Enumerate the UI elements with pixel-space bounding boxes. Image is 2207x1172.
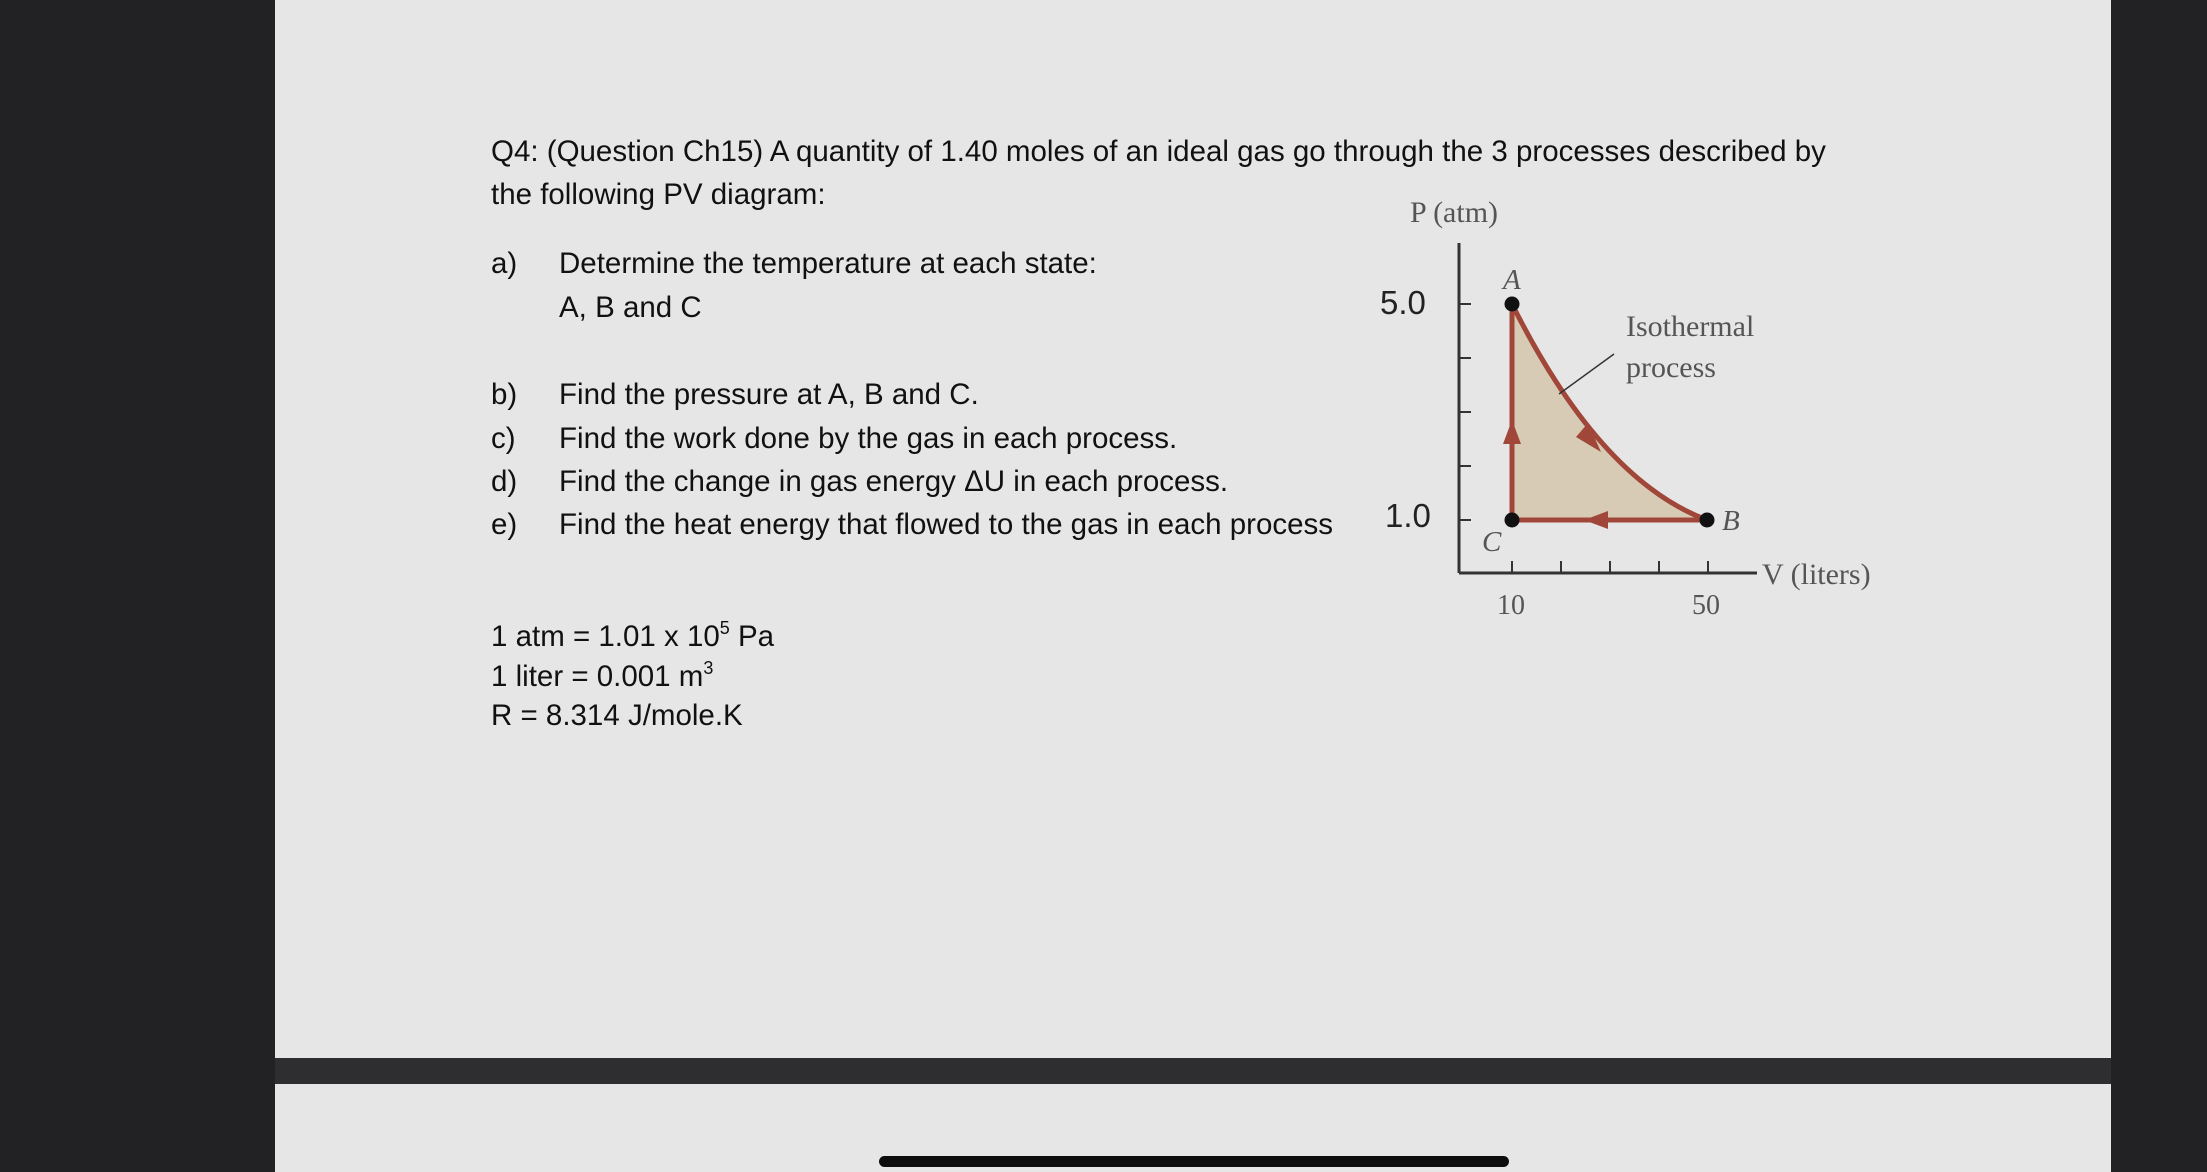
slide-divider — [275, 1058, 2111, 1084]
part-c-label: c) — [491, 422, 516, 455]
part-e-label: e) — [491, 508, 518, 541]
p-axis-label: P (atm) — [1410, 196, 1499, 229]
part-b-label: b) — [491, 378, 518, 411]
point-c-marker — [1505, 513, 1520, 528]
constant-atm-base: 1 atm = 1.01 x 10 — [491, 619, 720, 653]
part-a-text: Determine the temperature at each state: — [559, 247, 1097, 280]
isothermal-leader-line — [1559, 354, 1614, 394]
constant-atm-exponent: 5 — [719, 618, 730, 638]
constant-atm — [491, 620, 774, 651]
part-e-text: Find the heat energy that flowed to the gas in each process — [559, 508, 1334, 541]
question-line-1: Q4: (Question Ch15) A quantity of 1.40 moles of an ideal gas go through the 3 processes described by — [491, 135, 1826, 168]
question-line-2: the following PV diagram: — [491, 178, 826, 211]
part-c-text: Find the work done by the gas in each process. — [559, 422, 1178, 455]
point-b-marker — [1700, 513, 1715, 528]
v-axis-label: V (liters) — [1762, 558, 1871, 591]
point-b-label: B — [1722, 505, 1740, 537]
constant-liter-exponent: 3 — [703, 658, 714, 678]
isothermal-label-2: process — [1626, 351, 1716, 384]
part-a-text-2: A, B and C — [559, 291, 702, 324]
constant-r: R = 8.314 J/mole.K — [491, 699, 743, 732]
constant-liter — [491, 660, 713, 691]
v-tick-label-10: 10 — [1497, 590, 1525, 621]
pv-diagram — [1370, 185, 1890, 635]
p-tick-label-5: 5.0 — [1380, 284, 1426, 321]
point-a-label: A — [1503, 264, 1521, 296]
isothermal-label-1: Isothermal — [1626, 310, 1755, 343]
home-indicator[interactable] — [879, 1156, 1509, 1167]
part-a-label: a) — [491, 247, 518, 280]
part-d-text: Find the change in gas energy ΔU in each process. — [559, 465, 1229, 498]
part-b-text: Find the pressure at A, B and C. — [559, 378, 979, 411]
part-d-label: d) — [491, 465, 518, 498]
v-tick-label-50: 50 — [1692, 590, 1720, 621]
point-c-label: C — [1482, 526, 1502, 558]
point-a-marker — [1505, 297, 1520, 312]
constant-liter-base: 1 liter = 0.001 m — [491, 659, 704, 693]
constant-atm-unit: Pa — [729, 619, 775, 653]
p-tick-label-1: 1.0 — [1385, 497, 1431, 534]
